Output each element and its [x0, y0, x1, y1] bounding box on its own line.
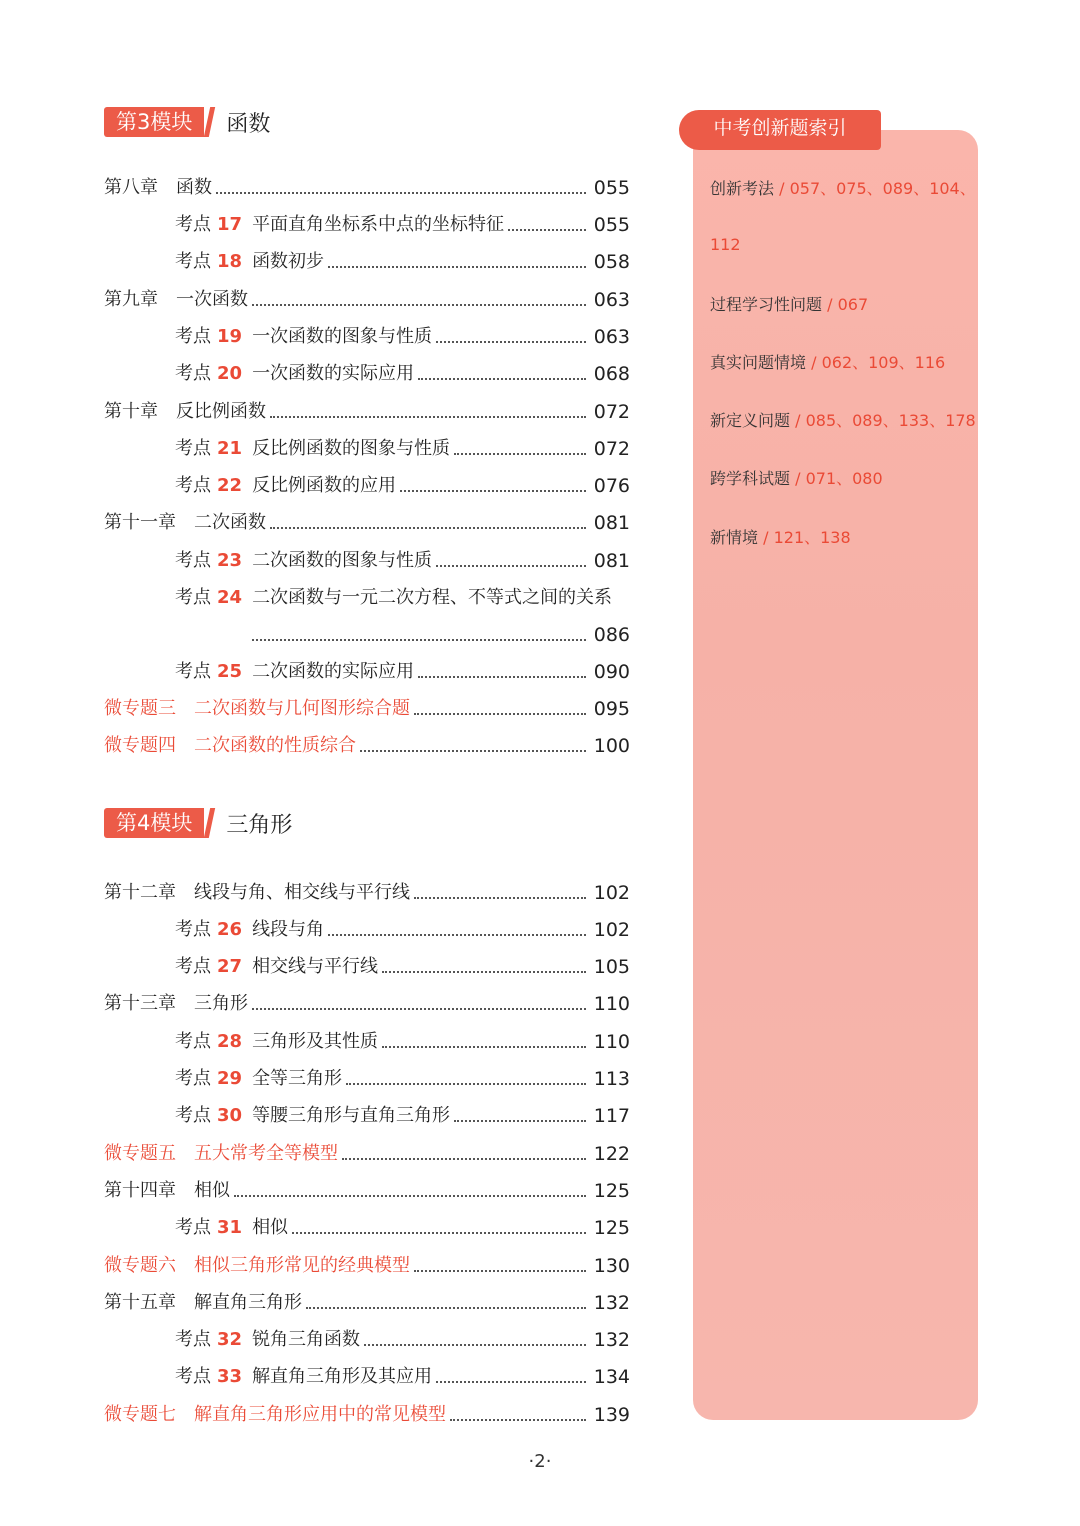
toc-entry-prefix: 考点: [175, 919, 211, 940]
toc-entry-prefix: 考点: [175, 1366, 211, 1387]
toc-entry-label: [104, 734, 356, 758]
toc-entry-title: 一次函数的图象与性质: [252, 326, 433, 347]
dot-leader: [292, 1232, 586, 1234]
toc-entry-title: 反比例函数的应用: [252, 475, 397, 496]
toc-entry-page: 068: [593, 363, 630, 385]
dot-leader: [342, 1158, 586, 1160]
toc-entry-prefix: 考点: [175, 214, 211, 235]
dot-leader: [216, 192, 586, 194]
toc-entry: [175, 1359, 630, 1389]
toc-entry: [175, 912, 630, 942]
toc-entry-title: 线段与角: [252, 919, 325, 940]
toc-entry: [104, 875, 630, 905]
toc-entry: [104, 282, 630, 312]
toc-entry-title: 锐角三角函数: [252, 1329, 361, 1350]
toc-entry-label: [175, 325, 432, 349]
toc-entry-title: 相似三角形常见的经典模型: [194, 1255, 410, 1276]
toc-entry-title: 函数: [176, 177, 212, 198]
toc-entry-label: [104, 511, 266, 535]
toc-entry: [175, 319, 630, 349]
toc-entry-number: 33: [217, 1366, 243, 1387]
toc-entry-page: 100: [593, 735, 630, 757]
toc-entry: [104, 505, 630, 535]
toc-entry-page: 081: [593, 550, 630, 572]
toc-entry-title: 二次函数的实际应用: [252, 661, 415, 682]
toc-entry-title: 全等三角形: [252, 1068, 343, 1089]
toc-entry-page: 055: [593, 177, 630, 199]
toc-entry: [104, 1397, 630, 1427]
module-title: 三角形: [226, 812, 293, 838]
toc-entry: [104, 691, 630, 721]
toc-entry-prefix: 微专题六: [104, 1255, 176, 1276]
dot-leader: [364, 1344, 586, 1346]
dot-leader: [270, 527, 586, 529]
index-item-pages: / 062、109、116: [806, 353, 946, 372]
module-4-header: [104, 805, 292, 841]
toc-entry-label: [104, 1179, 230, 1203]
index-item: [710, 466, 883, 489]
toc-entry-prefix: 考点: [175, 1068, 211, 1089]
toc-entry-prefix: 第八章: [104, 177, 158, 198]
dot-leader: [450, 1419, 586, 1421]
toc-entry-title: 解直角三角形应用中的常见模型: [194, 1404, 446, 1425]
toc-entry: [104, 986, 630, 1016]
toc-entry-prefix: 第十一章: [104, 512, 176, 533]
index-item: [710, 292, 868, 315]
toc-entry-title: 五大常考全等模型: [194, 1143, 338, 1164]
toc-entry-title: 二次函数的性质综合: [194, 735, 356, 756]
toc-entry-prefix: 考点: [175, 251, 211, 272]
toc-entry-prefix: 考点: [175, 1329, 211, 1350]
toc-entry-label: [175, 1030, 378, 1054]
toc-entry-page: 063: [593, 289, 630, 311]
toc-entry-page: 117: [593, 1105, 630, 1127]
toc-entry-page: 072: [593, 438, 630, 460]
toc-entry: [175, 431, 630, 461]
dot-leader: [414, 713, 586, 715]
dot-leader: [382, 1046, 586, 1048]
toc-entry-prefix: 第十五章: [104, 1292, 176, 1313]
toc-entry-page: 090: [593, 661, 630, 683]
dot-leader: [382, 971, 586, 973]
toc-entry-page: 134: [593, 1366, 630, 1388]
toc-entry-label: [175, 1365, 432, 1389]
toc-entry-number: 18: [217, 251, 243, 272]
toc-entry-prefix: 考点: [175, 438, 211, 459]
toc-entry: [104, 1248, 630, 1278]
toc-entry-prefix: 考点: [175, 1031, 211, 1052]
index-item-pages: / 071、080: [790, 469, 883, 488]
page-number: ·2·: [528, 1451, 552, 1472]
toc-entry-label: [104, 1142, 338, 1166]
toc-entry-prefix: 微专题五: [104, 1143, 176, 1164]
toc-entry-prefix: 考点: [175, 550, 211, 571]
toc-entry-prefix: 微专题四: [104, 735, 176, 756]
dot-leader: [400, 490, 586, 492]
toc-entry-prefix: 考点: [175, 326, 211, 347]
toc-entry: [104, 394, 630, 424]
toc-entry-page: 130: [593, 1255, 630, 1277]
toc-entry-label: [175, 660, 414, 684]
innovation-index-panel: [693, 130, 978, 1420]
toc-entry-page: 095: [593, 698, 630, 720]
toc-entry-label: [104, 400, 266, 424]
dot-leader: [436, 565, 586, 567]
dot-leader: [360, 750, 586, 752]
toc-entry-label: [175, 213, 504, 237]
toc-entry-title: 三角形: [194, 993, 248, 1014]
toc-entry-label: [104, 1254, 410, 1278]
toc-entry-label: [104, 1403, 446, 1427]
toc-entry-title: 相似: [194, 1180, 230, 1201]
toc-entry: [248, 617, 630, 647]
dot-leader: [346, 1083, 586, 1085]
toc-entry-label: [175, 437, 450, 461]
index-item: [710, 525, 851, 548]
toc-entry: [175, 207, 630, 237]
toc-entry: [104, 1173, 630, 1203]
toc-entry-prefix: 考点: [175, 1105, 211, 1126]
toc-entry-prefix: 微专题三: [104, 698, 176, 719]
module-badge: 第3模块: [104, 107, 204, 137]
toc-entry-title: 等腰三角形与直角三角形: [252, 1105, 451, 1126]
toc-entry-title: 解直角三角形: [194, 1292, 302, 1313]
toc-entry-prefix: 考点: [175, 1217, 211, 1238]
toc-entry-page: 105: [593, 956, 630, 978]
toc-entry-page: 081: [593, 512, 630, 534]
toc-entry-prefix: 第十二章: [104, 882, 176, 903]
toc-entry-number: 30: [217, 1105, 243, 1126]
index-item-label: 真实问题情境: [710, 353, 807, 372]
dot-leader: [436, 1381, 586, 1383]
toc-entry-page: 086: [593, 624, 630, 646]
index-item: [710, 235, 741, 254]
index-item-label: 创新考法: [710, 179, 775, 198]
toc-entry-page: 122: [593, 1143, 630, 1165]
index-item-pages: / 121、138: [758, 528, 851, 547]
toc-entry: [175, 1098, 630, 1128]
toc-entry: [104, 170, 630, 200]
toc-entry-number: 22: [217, 475, 243, 496]
toc-entry-number: 26: [217, 919, 243, 940]
toc-entry-prefix: 第九章: [104, 289, 158, 310]
toc-entry-page: 110: [593, 1031, 630, 1053]
index-item-label: 新情境: [710, 528, 759, 547]
toc-entry-prefix: 考点: [175, 956, 211, 977]
toc-entry: [175, 543, 630, 573]
toc-entry-prefix: 考点: [175, 661, 211, 682]
toc-entry-title: 解直角三角形及其应用: [252, 1366, 433, 1387]
toc-entry-label: [175, 918, 324, 942]
toc-entry: [104, 1136, 630, 1166]
toc-entry: [175, 1024, 630, 1054]
index-item-pages: / 085、089、133、178: [790, 411, 976, 430]
toc-entry-title: 平面直角坐标系中点的坐标特征: [252, 214, 505, 235]
toc-entry-label: [175, 1067, 342, 1091]
toc-entry-label: [175, 1104, 450, 1128]
toc-entry-number: 21: [217, 438, 243, 459]
toc-entry-label: [175, 250, 324, 274]
toc-entry-title: 二次函数与一元二次方程、不等式之间的关系: [252, 587, 613, 608]
dot-leader: [328, 266, 586, 268]
toc-entry-title: 三角形及其性质: [252, 1031, 379, 1052]
toc-entry: [175, 356, 630, 386]
index-item-label: 跨学科试题: [710, 469, 791, 488]
toc-entry-title: 相交线与平行线: [252, 956, 379, 977]
toc-entry: [175, 244, 630, 274]
index-item: [710, 350, 945, 373]
dot-leader: [436, 341, 586, 343]
toc-entry-page: 058: [593, 251, 630, 273]
dot-leader: [270, 416, 586, 418]
toc-entry-prefix: 考点: [175, 363, 211, 384]
toc-entry-title: 一次函数: [176, 289, 248, 310]
toc-entry-number: 27: [217, 956, 243, 977]
toc-entry-label: [104, 288, 248, 312]
toc-entry-number: 23: [217, 550, 243, 571]
toc-entry-title: 反比例函数的图象与性质: [252, 438, 451, 459]
toc-entry: [175, 949, 630, 979]
toc-entry-title: 相似: [252, 1217, 289, 1238]
toc-entry-title: 二次函数与几何图形综合题: [194, 698, 410, 719]
dot-leader: [414, 897, 586, 899]
toc-entry-page: 132: [593, 1292, 630, 1314]
toc-entry-prefix: 第十三章: [104, 993, 176, 1014]
toc-entry: [175, 468, 630, 498]
index-item-pages: / 057、075、089、104、: [774, 179, 976, 198]
toc-entry-label: [104, 992, 248, 1016]
toc-entry-page: 072: [593, 401, 630, 423]
toc-entry-title: 二次函数: [194, 512, 266, 533]
toc-entry-page: 055: [593, 214, 630, 236]
innovation-index-tab: 中考创新题索引: [679, 110, 881, 150]
dot-leader: [252, 639, 586, 641]
toc-entry: [175, 1210, 630, 1240]
toc-entry: [104, 1285, 630, 1315]
toc-entry-page: 076: [593, 475, 630, 497]
toc-entry: [175, 580, 630, 610]
toc-entry-page: 132: [593, 1329, 630, 1351]
dot-leader: [328, 934, 586, 936]
module-title: 函数: [226, 111, 271, 137]
index-item-pages: 112: [710, 235, 741, 254]
toc-entry-page: 063: [593, 326, 630, 348]
dot-leader: [234, 1195, 586, 1197]
dot-leader: [418, 676, 586, 678]
toc-entry-label: [104, 1291, 302, 1315]
toc-entry: [175, 1061, 630, 1091]
toc-entry: [175, 654, 630, 684]
toc-entry-label: [175, 474, 396, 498]
index-item: [710, 176, 976, 199]
dot-leader: [508, 229, 586, 231]
index-item: [710, 408, 976, 431]
toc-entry-page: 139: [593, 1404, 630, 1426]
module-3-header: [104, 104, 270, 140]
toc-entry-number: 24: [217, 587, 243, 608]
module-badge: 第4模块: [104, 808, 204, 838]
toc-entry-title: 二次函数的图象与性质: [252, 550, 433, 571]
toc-entry-number: 31: [217, 1217, 243, 1238]
index-item-pages: / 067: [822, 295, 869, 314]
toc-entry-label: [175, 1328, 360, 1352]
dot-leader: [252, 1008, 586, 1010]
dot-leader: [454, 1120, 586, 1122]
toc-entry-label: [175, 586, 612, 610]
index-item-label: 过程学习性问题: [710, 295, 823, 314]
toc-entry-prefix: 第十章: [104, 401, 158, 422]
toc-entry: [104, 728, 630, 758]
dot-leader: [418, 378, 586, 380]
toc-entry-label: [175, 1216, 288, 1240]
dot-leader: [306, 1307, 586, 1309]
toc-entry-title: 线段与角、相交线与平行线: [194, 882, 410, 903]
toc-entry-number: 19: [217, 326, 243, 347]
toc-entry-title: 函数初步: [252, 251, 325, 272]
toc-entry-number: 29: [217, 1068, 243, 1089]
dot-leader: [454, 453, 586, 455]
toc-entry-label: [104, 881, 410, 905]
toc-entry-number: 32: [217, 1329, 243, 1350]
toc-entry-number: 25: [217, 661, 243, 682]
toc-entry-number: 20: [217, 363, 243, 384]
toc-entry-prefix: 考点: [175, 587, 211, 608]
index-item-label: 新定义问题: [710, 411, 791, 430]
toc-entry-page: 102: [593, 919, 630, 941]
toc-entry-title: 一次函数的实际应用: [252, 363, 415, 384]
toc-entry-label: [175, 955, 378, 979]
toc-entry-title: 反比例函数: [176, 401, 266, 422]
toc-entry-page: 102: [593, 882, 630, 904]
toc-entry-page: 125: [593, 1217, 630, 1239]
toc-entry-label: [175, 362, 414, 386]
toc-entry-label: [104, 176, 212, 200]
toc-entry-page: 125: [593, 1180, 630, 1202]
dot-leader: [414, 1270, 586, 1272]
toc-entry-prefix: 考点: [175, 475, 211, 496]
toc-entry: [175, 1322, 630, 1352]
toc-entry-label: [175, 549, 432, 573]
dot-leader: [252, 304, 586, 306]
toc-entry-number: 28: [217, 1031, 243, 1052]
toc-entry-prefix: 微专题七: [104, 1404, 176, 1425]
toc-entry-number: 17: [217, 214, 243, 235]
toc-entry-label: [104, 697, 410, 721]
toc-entry-page: 113: [593, 1068, 630, 1090]
toc-entry-page: 110: [593, 993, 630, 1015]
toc-entry-prefix: 第十四章: [104, 1180, 176, 1201]
